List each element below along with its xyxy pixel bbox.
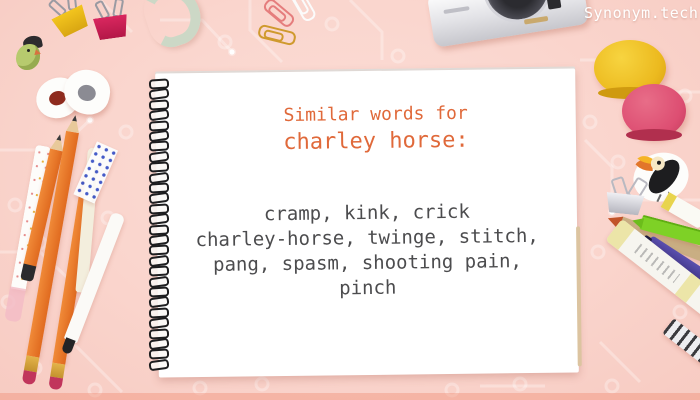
card-heading-line1: Similar words for (283, 102, 468, 127)
brand-watermark: Synonym.tech (584, 4, 699, 22)
bottom-edge-strip (0, 393, 700, 400)
synonym-line: cramp, kink, crick (263, 200, 470, 226)
pink-macaron (622, 84, 686, 138)
spiral-coil (148, 109, 169, 122)
spiral-coil (148, 358, 169, 371)
spiral-coil (149, 162, 170, 173)
spiral-coil (149, 266, 170, 277)
spiral-coil (148, 317, 169, 330)
synonym-line: charley-horse, twinge, stitch, (195, 224, 539, 252)
card-headword: charley horse: (283, 127, 469, 156)
spiral-coil (148, 213, 169, 226)
magenta-binder-clip (92, 3, 137, 46)
spiral-binding (149, 79, 173, 374)
notebook-page (155, 68, 579, 377)
camera-lens-icon (478, 0, 556, 27)
synonym-line: pinch (339, 276, 397, 300)
synonym-line: pang, spasm, shooting pain, (212, 250, 523, 276)
green-bird-eraser (14, 36, 44, 72)
synonym-list (157, 198, 578, 303)
